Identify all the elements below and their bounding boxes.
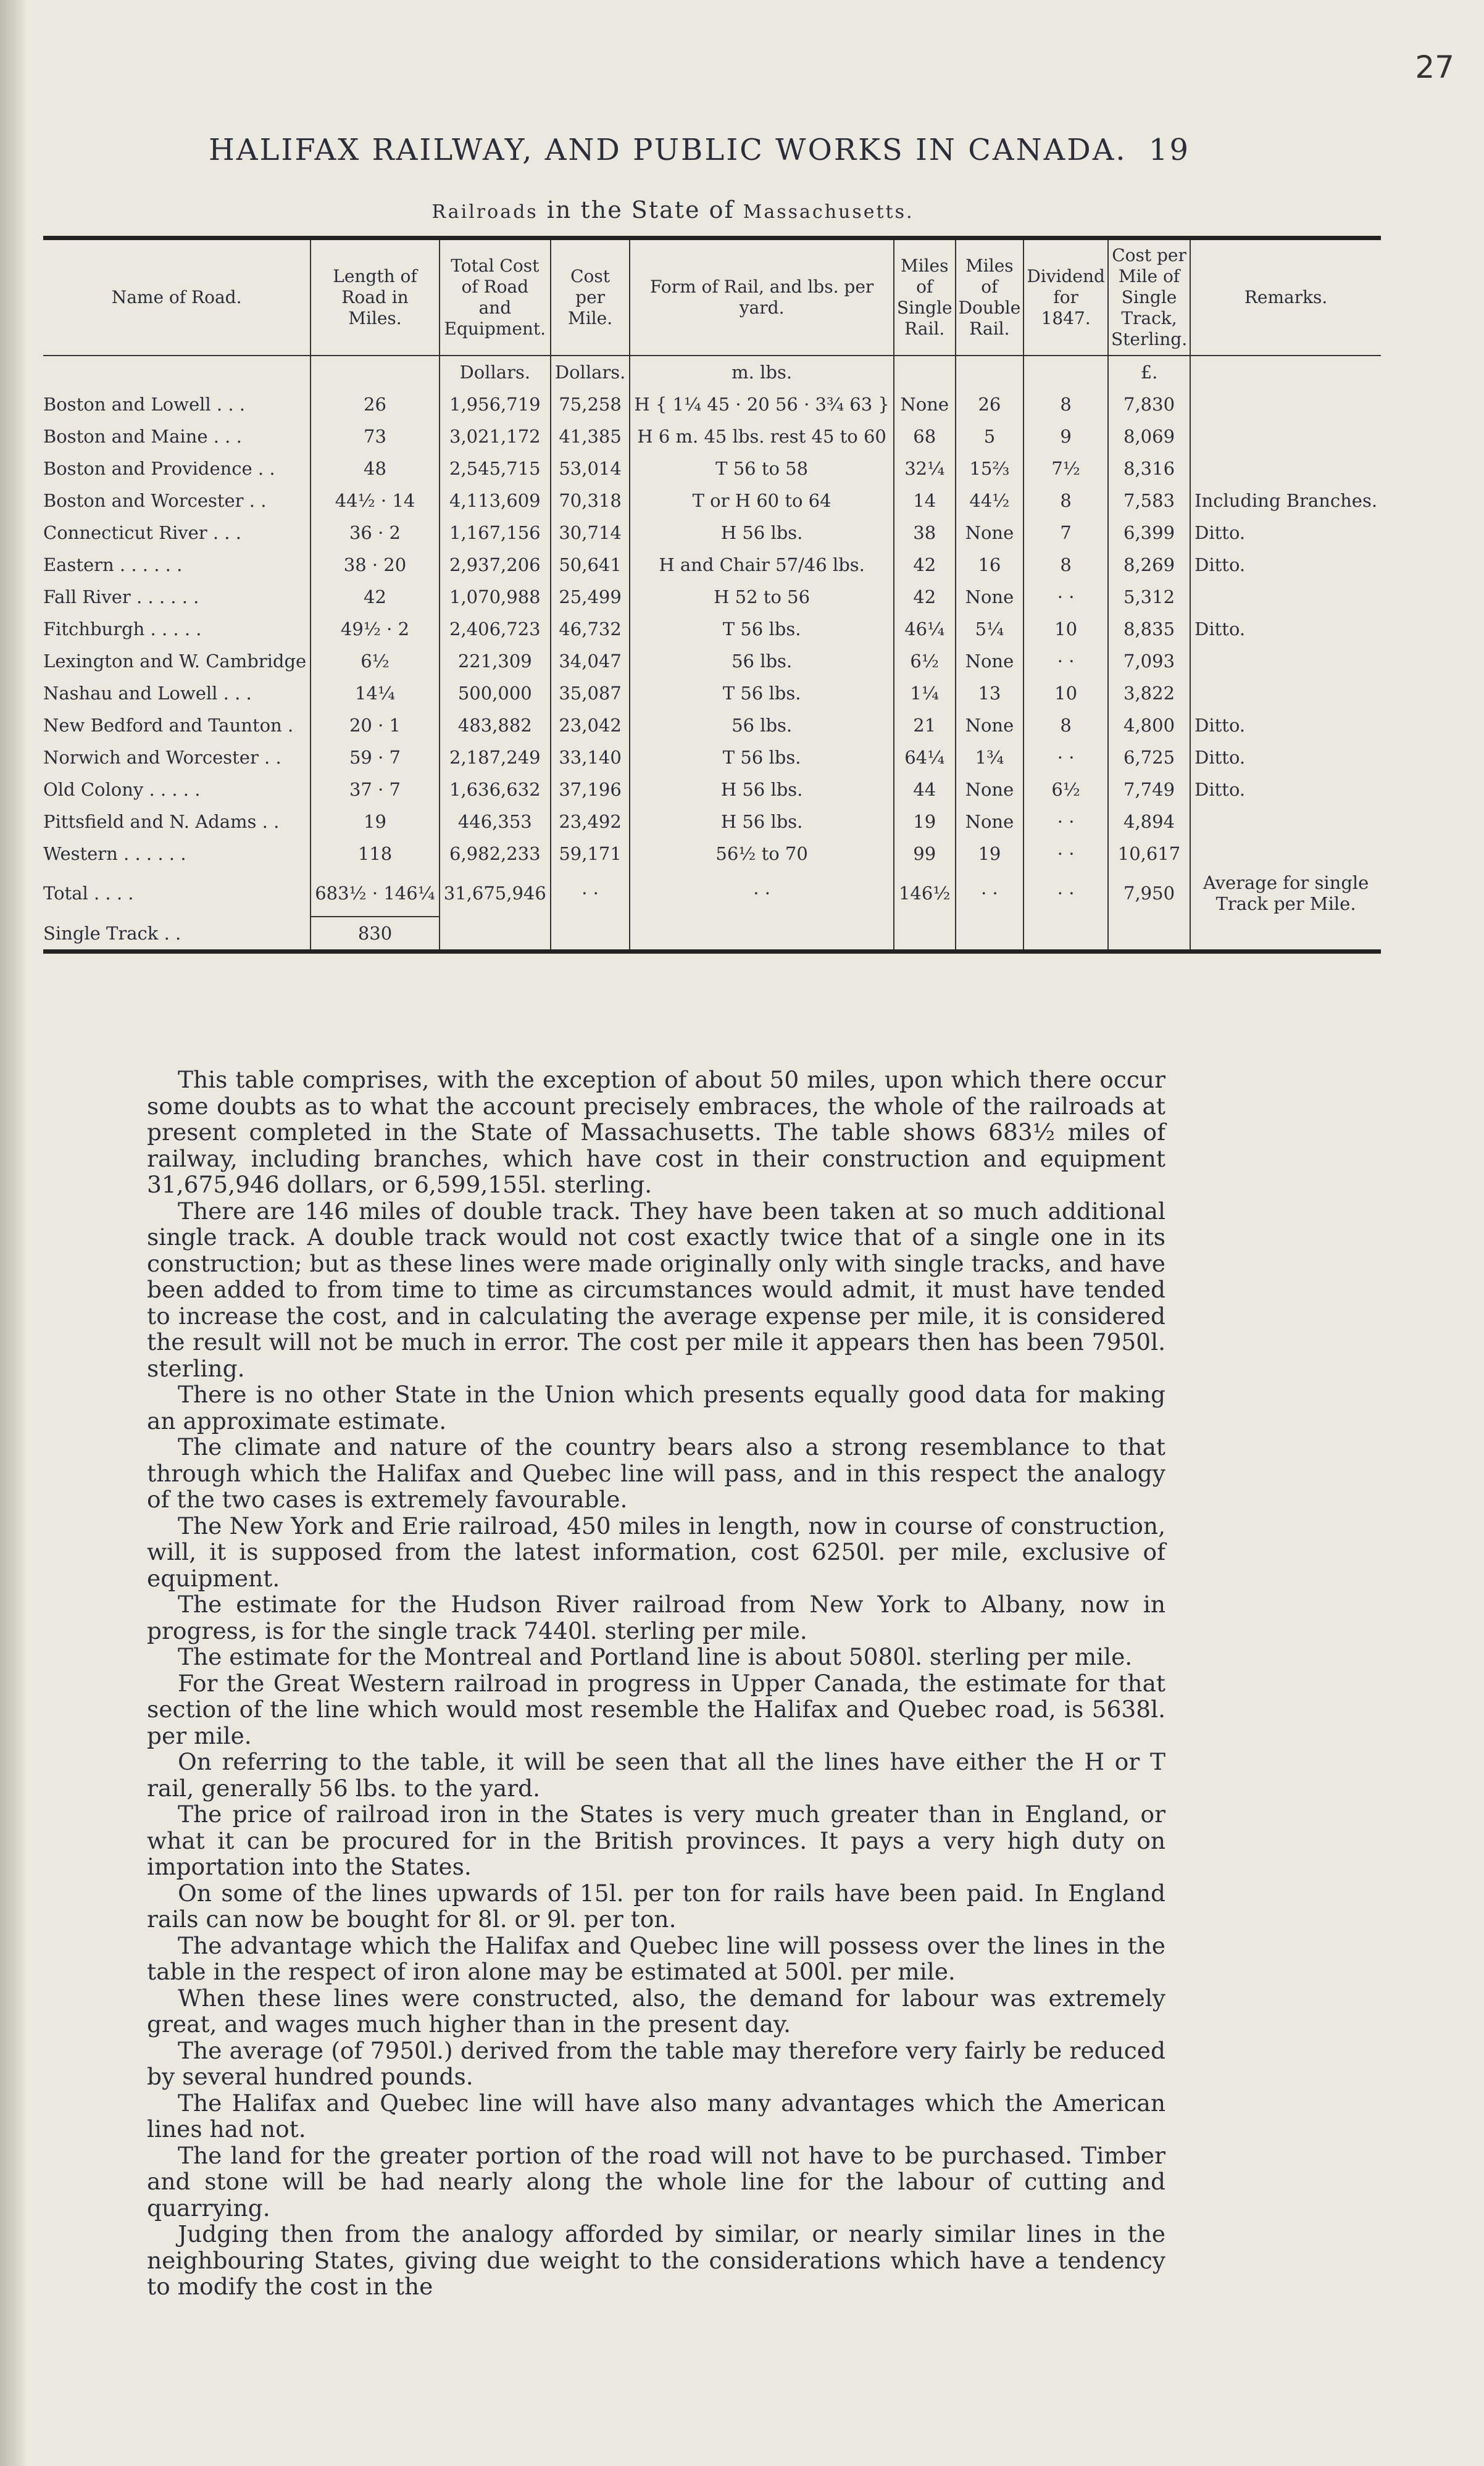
paragraph: The estimate for the Hudson River railroad from New York to Albany, now in progress, is for the single track 7440l. sterling per mile.: [147, 1591, 1165, 1644]
double-rail-cell: None: [956, 773, 1024, 806]
header-dividend: Dividend for 1847.: [1023, 238, 1108, 356]
total-double-rail: · ·: [956, 870, 1024, 917]
double-rail-cell: None: [956, 517, 1024, 549]
table-row: [43, 709, 1381, 741]
paragraph: The land for the greater portion of the road will not have to be purchased. Timber and stone will be had nearly along the whole line for the labour of cutting and quarrying.: [147, 2141, 1165, 2222]
form-of-rail-cell: T or H 60 to 64: [630, 485, 894, 517]
empty-cell: [630, 917, 894, 952]
paragraph: Judging then from the analogy afforded by similar, or nearly similar lines in the neighbouring States, giving due weight to the considerations which have a tendency to modify the cost in the: [147, 2220, 1165, 2300]
remarks-cell: [1190, 581, 1381, 613]
dividend-cell: 7: [1023, 517, 1108, 549]
empty-cell: [956, 917, 1024, 952]
single-rail-cell: 32¼: [894, 452, 956, 485]
length-cell: 73: [311, 420, 440, 452]
road-name-cell: Boston and Lowell . . .: [43, 394, 245, 415]
paragraph: When these lines were constructed, also, the demand for labour was extremely great, and wages much higher than in the present day.: [147, 1984, 1165, 2038]
cost-per-mile-cell: 25,499: [551, 581, 630, 613]
cost-sterling-cell: 7,830: [1108, 388, 1190, 420]
table-title-prefix: Railroads: [431, 201, 538, 223]
double-rail-cell: None: [956, 806, 1024, 838]
single-rail-cell: 38: [894, 517, 956, 549]
double-rail-cell: 44½: [956, 485, 1024, 517]
double-rail-cell: 26: [956, 388, 1024, 420]
empty-cell: [1108, 917, 1190, 952]
cost-per-mile-cell: 50,641: [551, 549, 630, 581]
cost-per-mile-cell: 23,042: [551, 709, 630, 741]
form-of-rail-cell: H 56 lbs.: [630, 773, 894, 806]
cost-per-mile-cell: 34,047: [551, 645, 630, 677]
double-rail-cell: 5¼: [956, 613, 1024, 645]
total-cost-cell: 3,021,172: [440, 420, 551, 452]
cost-per-mile-cell: 33,140: [551, 741, 630, 773]
length-cell: 44½ · 14: [311, 485, 440, 517]
double-rail-cell: None: [956, 581, 1024, 613]
road-name-cell: Boston and Providence . .: [43, 458, 275, 479]
form-of-rail-cell: H 6 m. 45 lbs. rest 45 to 60: [630, 420, 894, 452]
length-cell: 36 · 2: [311, 517, 440, 549]
remarks-cell: Ditto.: [1190, 517, 1381, 549]
single-rail-cell: 42: [894, 581, 956, 613]
road-name-cell: New Bedford and Taunton .: [43, 715, 294, 736]
double-rail-cell: 1¾: [956, 741, 1024, 773]
length-cell: 19: [311, 806, 440, 838]
road-name-cell: Old Colony . . . . .: [43, 779, 201, 800]
empty-cell: [551, 917, 630, 952]
cost-sterling-cell: 4,894: [1108, 806, 1190, 838]
page-number: 27: [1415, 49, 1454, 85]
header-length: Length of Road in Miles.: [311, 238, 440, 356]
double-rail-cell: None: [956, 709, 1024, 741]
total-cost-cell: 6,982,233: [440, 838, 551, 870]
paragraph: The climate and nature of the country bears also a strong resemblance to that through which the Halifax and Quebec line will pass, and in this respect the analogy of the two cases is extremely favourable.: [147, 1433, 1165, 1513]
remarks-cell: Ditto.: [1190, 773, 1381, 806]
cost-sterling-cell: 7,093: [1108, 645, 1190, 677]
empty-cell: [440, 917, 551, 952]
table-row: [43, 388, 1381, 420]
unit-cell: [43, 356, 311, 388]
book-spine-shadow: [0, 0, 26, 2466]
unit-cell: [956, 356, 1024, 388]
form-of-rail-cell: T 56 to 58: [630, 452, 894, 485]
road-name-cell: Connecticut River . . .: [43, 522, 241, 543]
unit-cell: Dollars.: [551, 356, 630, 388]
form-of-rail-cell: 56 lbs.: [630, 709, 894, 741]
form-of-rail-cell: 56 lbs.: [630, 645, 894, 677]
single-rail-cell: 14: [894, 485, 956, 517]
dividend-cell: 7½: [1023, 452, 1108, 485]
total-cost-cell: 2,937,206: [440, 549, 551, 581]
paragraph: On some of the lines upwards of 15l. per ton for rails have been paid. In England rails can now be bought for 8l. or 9l. per ton.: [147, 1879, 1165, 1933]
cost-per-mile-cell: 70,318: [551, 485, 630, 517]
single-track-label: Single Track . .: [43, 922, 181, 944]
unit-cell: [1023, 356, 1108, 388]
cost-sterling-cell: 8,835: [1108, 613, 1190, 645]
total-cost-cell: 2,406,723: [440, 613, 551, 645]
length-cell: 37 · 7: [311, 773, 440, 806]
road-name-cell: Fitchburgh . . . . .: [43, 619, 202, 639]
remarks-cell: [1190, 452, 1381, 485]
double-rail-cell: 5: [956, 420, 1024, 452]
remarks-cell: [1190, 420, 1381, 452]
cost-sterling-cell: 6,399: [1108, 517, 1190, 549]
header-remarks: Remarks.: [1190, 238, 1381, 356]
single-rail-cell: 64¼: [894, 741, 956, 773]
cost-per-mile-cell: 37,196: [551, 773, 630, 806]
double-rail-cell: None: [956, 645, 1024, 677]
paragraph: The price of railroad iron in the States is very much greater than in England, or what it can be procured for in the British provinces. It pays a very high duty on importation into the States.: [147, 1801, 1165, 1880]
remarks-cell: Ditto.: [1190, 613, 1381, 645]
form-of-rail-cell: T 56 lbs.: [630, 613, 894, 645]
table-row: [43, 838, 1381, 870]
cost-sterling-cell: 8,316: [1108, 452, 1190, 485]
total-cost-cell: 2,187,249: [440, 741, 551, 773]
paragraph: The average (of 7950l.) derived from the table may therefore very fairly be reduced by several hundred pounds.: [147, 2036, 1165, 2090]
cost-sterling-cell: 7,749: [1108, 773, 1190, 806]
cost-per-mile-cell: 75,258: [551, 388, 630, 420]
header-form-of-rail: Form of Rail, and lbs. per yard.: [630, 238, 894, 356]
total-remarks: Average for single Track per Mile.: [1190, 870, 1381, 917]
remarks-cell: Ditto.: [1190, 741, 1381, 773]
dividend-cell: 8: [1023, 709, 1108, 741]
dividend-cell: 9: [1023, 420, 1108, 452]
total-cost-cell: 1,956,719: [440, 388, 551, 420]
table-row: [43, 581, 1381, 613]
paragraph: This table comprises, with the exception of about 50 miles, upon which there occur some doubts as to what the account precisely embraces, the whole of the railroads at present completed in the State of Massachusetts. The table shows 683½ miles of railway, including branches, which have cost in their construction and equipment 31,675,946 dollars, or 6,599,155l. sterling.: [147, 1066, 1165, 1198]
single-rail-cell: None: [894, 388, 956, 420]
total-cost-cell: 2,545,715: [440, 452, 551, 485]
table-title-suffix: Massachusetts.: [743, 201, 914, 223]
form-of-rail-cell: T 56 lbs.: [630, 677, 894, 709]
remarks-cell: Ditto.: [1190, 549, 1381, 581]
cost-per-mile-cell: 30,714: [551, 517, 630, 549]
single-rail-cell: 1¼: [894, 677, 956, 709]
cost-sterling-cell: 7,583: [1108, 485, 1190, 517]
single-track-row: [43, 917, 1381, 952]
paragraph: For the Great Western railroad in progress in Upper Canada, the estimate for that section of the line which would most resemble the Halifax and Quebec road, is 5638l. per mile.: [147, 1669, 1165, 1749]
table-title-middle: in the State of: [538, 196, 743, 223]
single-rail-cell: 68: [894, 420, 956, 452]
form-of-rail-cell: 56½ to 70: [630, 838, 894, 870]
header-cost-per-mile: Cost per Mile.: [551, 238, 630, 356]
form-of-rail-cell: H 56 lbs.: [630, 517, 894, 549]
paragraph: The estimate for the Montreal and Portland line is about 5080l. sterling per mile.: [178, 1643, 1133, 1670]
road-name-cell: Eastern . . . . . .: [43, 554, 183, 575]
table-row: [43, 485, 1381, 517]
road-name-cell: Western . . . . . .: [43, 843, 186, 864]
form-of-rail-cell: H 52 to 56: [630, 581, 894, 613]
unit-cell: [311, 356, 440, 388]
running-head: [209, 133, 1190, 167]
single-rail-cell: 21: [894, 709, 956, 741]
empty-cell: [894, 917, 956, 952]
road-name-cell: Boston and Worcester . .: [43, 490, 267, 511]
length-cell: 42: [311, 581, 440, 613]
road-name-cell: Pittsfield and N. Adams . .: [43, 811, 280, 832]
table-row: [43, 773, 1381, 806]
table-row: [43, 613, 1381, 645]
paragraph: There are 146 miles of double track. They have been taken at so much additional single track. A double track would not cost exactly twice that of a single one in its construction; but as these lines were made originally only with single tracks, and have been added to from time to time as circumstances would admit, it must have tended to increase the cost, and in calculating the average expense per mile, it is considered the result will not be much in error. The cost per mile it appears then has been 7950l. sterling.: [147, 1197, 1165, 1382]
form-of-rail-cell: H { 1¼ 45 · 20 56 · 3¾ 63 }: [630, 388, 894, 420]
table-body: [43, 356, 1381, 870]
empty-cell: [1190, 917, 1381, 952]
length-cell: 38 · 20: [311, 549, 440, 581]
table-row: [43, 741, 1381, 773]
remarks-cell: [1190, 806, 1381, 838]
cost-per-mile-cell: 59,171: [551, 838, 630, 870]
total-length: 683½ · 146¼: [311, 870, 440, 917]
dividend-cell: 8: [1023, 485, 1108, 517]
road-name-cell: Boston and Maine . . .: [43, 426, 242, 447]
dividend-cell: · ·: [1023, 806, 1108, 838]
table-row: [43, 645, 1381, 677]
total-label: Total . . . .: [43, 883, 134, 904]
total-cost-cell: 4,113,609: [440, 485, 551, 517]
road-name-cell: Norwich and Worcester . .: [43, 747, 281, 768]
length-cell: 49½ · 2: [311, 613, 440, 645]
total-cost: 31,675,946: [440, 870, 551, 917]
double-rail-cell: 16: [956, 549, 1024, 581]
total-cost-cell: 446,353: [440, 806, 551, 838]
length-cell: 20 · 1: [311, 709, 440, 741]
running-head-title: HALIFAX RAILWAY, AND PUBLIC WORKS IN CANADA.: [209, 133, 1127, 167]
paragraph: The Halifax and Quebec line will have also many advantages which the American lines had not.: [147, 2089, 1165, 2143]
remarks-cell: Including Branches.: [1190, 485, 1381, 517]
cost-per-mile-cell: 46,732: [551, 613, 630, 645]
table-row: [43, 549, 1381, 581]
dividend-cell: 8: [1023, 549, 1108, 581]
length-cell: 48: [311, 452, 440, 485]
length-cell: 118: [311, 838, 440, 870]
paragraph: There is no other State in the Union which presents equally good data for making an approximate estimate.: [147, 1381, 1165, 1435]
remarks-cell: [1190, 838, 1381, 870]
dividend-cell: · ·: [1023, 645, 1108, 677]
remarks-cell: [1190, 677, 1381, 709]
total-cost-cell: 483,882: [440, 709, 551, 741]
form-of-rail-cell: H 56 lbs.: [630, 806, 894, 838]
paragraph: On referring to the table, it will be seen that all the lines have either the H or T rail, generally 56 lbs. to the yard.: [147, 1748, 1165, 1802]
paragraph: The advantage which the Halifax and Quebec line will possess over the lines in the table in the respect of iron alone may be estimated at 500l. per mile.: [147, 1931, 1165, 1985]
folio-number: 19: [1148, 133, 1190, 167]
road-name-cell: Nashau and Lowell . . .: [43, 683, 252, 704]
empty-cell: [1023, 917, 1108, 952]
dividend-cell: 8: [1023, 388, 1108, 420]
header-cost-sterling: Cost per Mile of Single Track, Sterling.: [1108, 238, 1190, 356]
single-rail-cell: 46¼: [894, 613, 956, 645]
table-row: [43, 517, 1381, 549]
paragraph: The New York and Erie railroad, 450 miles in length, now in course of construction, will, it is supposed from the latest information, cost 6250l. per mile, exclusive of equipment.: [147, 1512, 1165, 1592]
unit-cell: m. lbs.: [630, 356, 894, 388]
single-rail-cell: 99: [894, 838, 956, 870]
form-of-rail-cell: T 56 lbs.: [630, 741, 894, 773]
double-rail-cell: 13: [956, 677, 1024, 709]
single-rail-cell: 6½: [894, 645, 956, 677]
total-cost-cell: 1,167,156: [440, 517, 551, 549]
double-rail-cell: 15⅔: [956, 452, 1024, 485]
table-row: [43, 452, 1381, 485]
railroads-table: [43, 236, 1381, 954]
form-of-rail-cell: H and Chair 57/46 lbs.: [630, 549, 894, 581]
table-header-row: [43, 238, 1381, 356]
single-track-length: 830: [311, 917, 440, 952]
header-name: Name of Road.: [111, 287, 242, 307]
length-cell: 59 · 7: [311, 741, 440, 773]
unit-cell: [1190, 356, 1381, 388]
cost-sterling-cell: 3,822: [1108, 677, 1190, 709]
road-name-cell: Fall River . . . . . .: [43, 586, 199, 607]
cost-per-mile-cell: 35,087: [551, 677, 630, 709]
total-row: [43, 870, 1381, 917]
dividend-cell: · ·: [1023, 741, 1108, 773]
total-form: · ·: [630, 870, 894, 917]
length-cell: 14¼: [311, 677, 440, 709]
unit-cell: [894, 356, 956, 388]
units-row: [43, 356, 1381, 388]
length-cell: 26: [311, 388, 440, 420]
total-cost-cell: 221,309: [440, 645, 551, 677]
header-total-cost: Total Cost of Road and Equipment.: [440, 238, 551, 356]
total-single-rail: 146½: [894, 870, 956, 917]
cost-sterling-cell: 8,269: [1108, 549, 1190, 581]
table-row: [43, 677, 1381, 709]
dividend-cell: · ·: [1023, 838, 1108, 870]
body-text: [147, 1067, 1165, 2300]
remarks-cell: [1190, 388, 1381, 420]
road-name-cell: Lexington and W. Cambridge: [43, 651, 307, 672]
dividend-cell: 10: [1023, 677, 1108, 709]
cost-sterling-cell: 10,617: [1108, 838, 1190, 870]
dividend-cell: · ·: [1023, 581, 1108, 613]
cost-sterling-cell: 6,725: [1108, 741, 1190, 773]
unit-cell: Dollars.: [440, 356, 551, 388]
remarks-cell: Ditto.: [1190, 709, 1381, 741]
cost-per-mile-cell: 41,385: [551, 420, 630, 452]
double-rail-cell: 19: [956, 838, 1024, 870]
dividend-cell: 10: [1023, 613, 1108, 645]
cost-sterling-cell: 8,069: [1108, 420, 1190, 452]
total-cost-sterling: 7,950: [1108, 870, 1190, 917]
table-title: [0, 196, 1346, 223]
table-row: [43, 420, 1381, 452]
unit-cell: £.: [1108, 356, 1190, 388]
total-cost-cell: 1,070,988: [440, 581, 551, 613]
total-cost-cell: 1,636,632: [440, 773, 551, 806]
cost-per-mile-cell: 53,014: [551, 452, 630, 485]
dividend-cell: 6½: [1023, 773, 1108, 806]
single-rail-cell: 19: [894, 806, 956, 838]
total-dividend: · ·: [1023, 870, 1108, 917]
cost-per-mile-cell: 23,492: [551, 806, 630, 838]
single-rail-cell: 44: [894, 773, 956, 806]
total-cost-cell: 500,000: [440, 677, 551, 709]
length-cell: 6½: [311, 645, 440, 677]
total-cost-per-mile: · ·: [551, 870, 630, 917]
table-row: [43, 806, 1381, 838]
header-double-rail: Miles of Double Rail.: [956, 238, 1024, 356]
cost-sterling-cell: 4,800: [1108, 709, 1190, 741]
cost-sterling-cell: 5,312: [1108, 581, 1190, 613]
remarks-cell: [1190, 645, 1381, 677]
single-rail-cell: 42: [894, 549, 956, 581]
header-single-rail: Miles of Single Rail.: [894, 238, 956, 356]
